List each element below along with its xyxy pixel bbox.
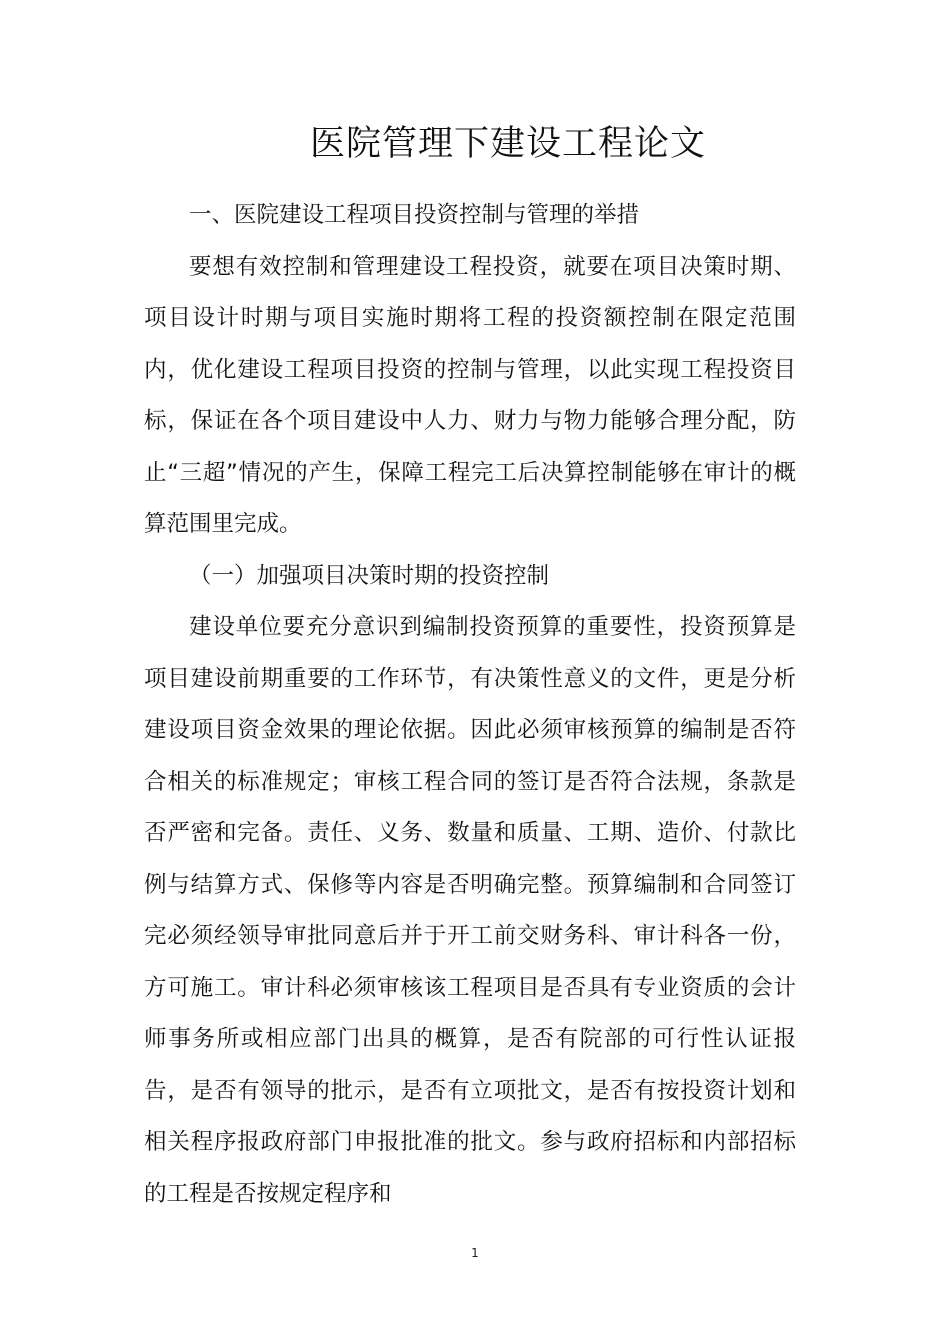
page-number: 1 xyxy=(471,1246,479,1260)
paragraph: 要想有效控制和管理建设工程投资，就要在项目决策时期、项目设计时期与项目实施时期将工程的投资额控制在限定范围内，优化建设工程项目投资的控制与管理，以此实现工程投资目标，保证在各个项目建设中人力、财力与物力能够合理分配，防止“三超”情况的产生，保障工程完工后决算控制能够在审计的概算范围里完成。 xyxy=(144,253,796,537)
document-body xyxy=(144,190,796,1220)
document-title: 医院管理下建设工程论文 xyxy=(309,124,706,164)
paragraph: 建设单位要充分意识到编制投资预算的重要性，投资预算是项目建设前期重要的工作环节，有决策性意义的文件，更是分析建设项目资金效果的理论依据。因此必须审核预算的编制是否符合相关的标准规定；审核工程合同的签订是否符合法规，条款是否严密和完备。责任、义务、数量和质量、工期、造价、付款比例与结算方式、保修等内容是否明确完整。预算编制和合同签订完必须经领导审批同意后并于开工前交财务科、审计科各一份，方可施工。审计科必须审核该工程项目是否具有专业资质的会计师事务所或相应部门出具的概算，是否有院部的可行性认证报告，是否有领导的批示，是否有立项批文，是否有按投资计划和相关程序报政府部门申报批准的批文。参与政府招标和内部招标的工程是否按规定程序和 xyxy=(144,614,796,1207)
section-heading: 一、医院建设工程项目投资控制与管理的举措 xyxy=(189,202,640,228)
subsection-heading: （一）加强项目决策时期的投资控制 xyxy=(189,562,550,589)
